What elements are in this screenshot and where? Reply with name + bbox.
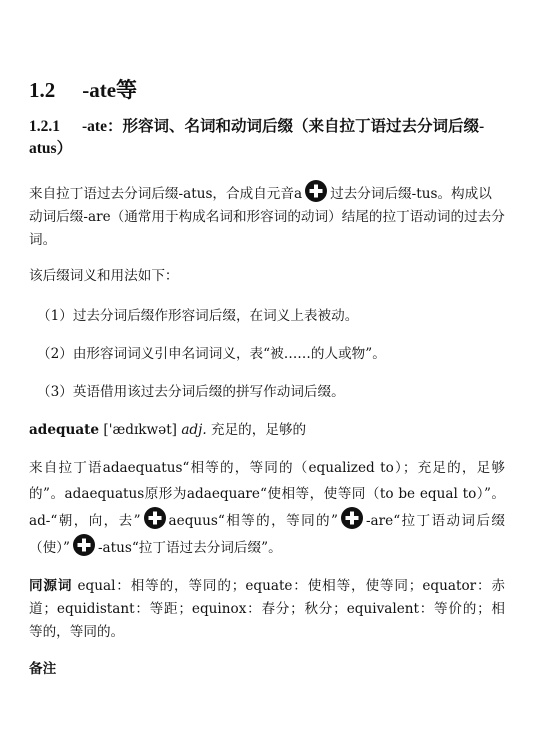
plus-circle-icon xyxy=(73,534,95,556)
subsection-heading xyxy=(29,116,505,160)
list-item: （1）过去分词后缀作形容词后缀，在词义上表被动。 xyxy=(37,308,359,324)
etymology-text-3: -are“拉丁语动词后缀（使）” xyxy=(29,513,505,556)
entry-line xyxy=(29,419,505,442)
etymology-text-1: 来自拉丁语adaequatus“相等的，等同的（equalized to）；充足的，足够的”。adaequatus原形为adaequare“使相等，使等同（to be equal to）”。ad-“朝，向，去” xyxy=(29,460,505,529)
cognates-text: equal：相等的，等同的；equate：使相等，使等同；equator：赤道；equidistant：等距；equinox：春分；秋分；equivalent：等价的；相等的，等同的。 xyxy=(29,578,506,640)
entry-meaning: 充足的，足够的 xyxy=(210,422,307,438)
section-heading xyxy=(29,74,137,104)
plus-circle-icon xyxy=(341,507,363,529)
subsection-number: 1.2.1 xyxy=(29,118,60,135)
entry-phonetic: ['ædɪkwət] xyxy=(103,422,177,438)
plus-circle-icon xyxy=(305,180,327,202)
intro-paragraph xyxy=(29,180,505,252)
note-label: 备注 xyxy=(29,661,57,677)
cognates-paragraph xyxy=(29,575,505,644)
entry-pos: adj. xyxy=(181,422,207,438)
etymology-text-2: aequus“相等的，等同的” xyxy=(168,513,338,529)
subsection-title: -ate：形容词、名词和动词后缀（来自拉丁语过去分词后缀-atus） xyxy=(29,118,485,157)
list-item: （3）英语借用该过去分词后缀的拼写作动词后缀。 xyxy=(37,384,345,400)
section-title: -ate等 xyxy=(82,78,138,102)
etymology-paragraph xyxy=(29,455,505,561)
list-item: （2）由形容词词义引申名词词义，表“被……的人或物”。 xyxy=(37,346,386,362)
cognates-label: 同源词 xyxy=(29,578,73,594)
intro-text-2: 过去分词后缀-tus。构成以动词后缀-are（通常用于构成名词和形容词的动词）结尾的拉丁语动词的过去分词。 xyxy=(29,186,505,248)
entry-word: adequate xyxy=(29,422,100,438)
section-number: 1.2 xyxy=(29,78,56,102)
usage-intro: 该后缀词义和用法如下： xyxy=(29,268,179,284)
plus-circle-icon xyxy=(144,507,166,529)
intro-text-1: 来自拉丁语过去分词后缀-atus，合成自元音a xyxy=(29,186,303,202)
etymology-text-4: -atus“拉丁语过去分词后缀”。 xyxy=(97,540,282,556)
